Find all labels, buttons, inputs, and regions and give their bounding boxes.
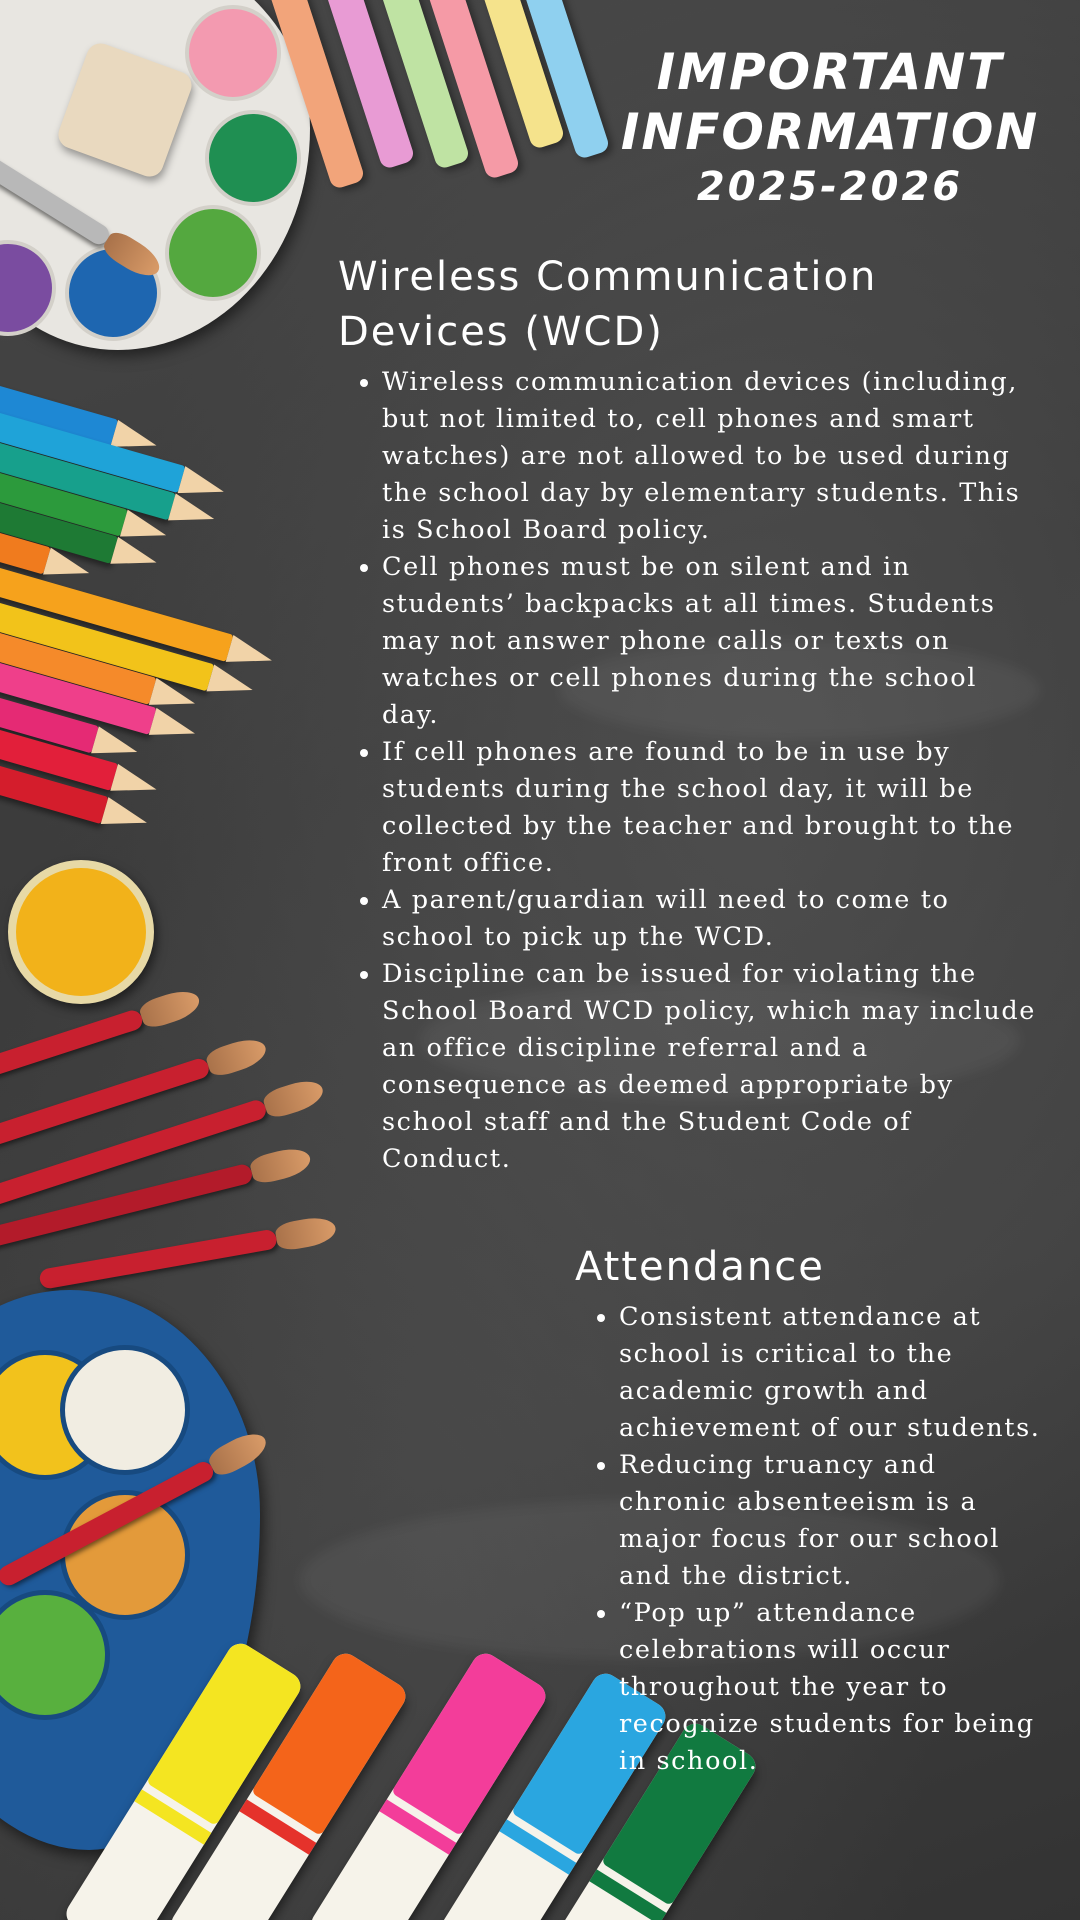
- wcd-heading-line-2: Devices (WCD): [338, 309, 664, 355]
- attendance-heading: Attendance: [575, 1244, 825, 1290]
- list-item: • Discipline can be issued for violating the School Board WCD policy, which may include an office discipline referral and a consequence as deemed appropriate by school staff and the Student Code of Conduct.: [382, 956, 1038, 1178]
- list-item: • Wireless communication devices (including, but not limited to, cell phones and smart watches) are not allowed to be used during the school day by elementary students. This is School Board policy.: [382, 364, 1038, 549]
- wcd-bullet-list: [338, 364, 1038, 1178]
- list-item: • A parent/guardian will need to come to school to pick up the WCD.: [382, 882, 1038, 956]
- attendance-bullet-list: [575, 1299, 1045, 1780]
- paint-well: [185, 5, 281, 101]
- attendance-section: [575, 1240, 1045, 1780]
- wcd-heading-line-1: Wireless Communication: [338, 254, 878, 300]
- paintbrush-icon: [38, 1228, 278, 1289]
- wcd-heading: [338, 250, 1038, 360]
- list-item: • “Pop up” attendance celebrations will occur throughout the year to recognize students for being in school.: [619, 1595, 1045, 1780]
- paintbrush-icon: [0, 1008, 145, 1080]
- list-item: • If cell phones are found to be in use by students during the school day, it will be collected by the teacher and brought to the front office.: [382, 734, 1038, 882]
- paint-well: [205, 110, 301, 206]
- paint-pan: [60, 1345, 190, 1475]
- paint-well: [0, 240, 56, 336]
- paint-well: [165, 205, 261, 301]
- list-item: • Consistent attendance at school is critical to the academic growth and achievement of our students.: [619, 1299, 1045, 1447]
- page-title: [610, 42, 1050, 212]
- title-line-1: IMPORTANT: [656, 43, 1004, 101]
- title-line-2: INFORMATION: [620, 103, 1040, 161]
- school-year: 2025-2026: [696, 164, 964, 210]
- wcd-section: [338, 250, 1038, 1178]
- list-item: • Reducing truancy and chronic absenteeism is a major focus for our school and the district.: [619, 1447, 1045, 1595]
- list-item: • Cell phones must be on silent and in students’ backpacks at all times. Students may not answer phone calls or texts on watches or cell phones during the school day.: [382, 549, 1038, 734]
- paint-pot-icon: [8, 860, 154, 1004]
